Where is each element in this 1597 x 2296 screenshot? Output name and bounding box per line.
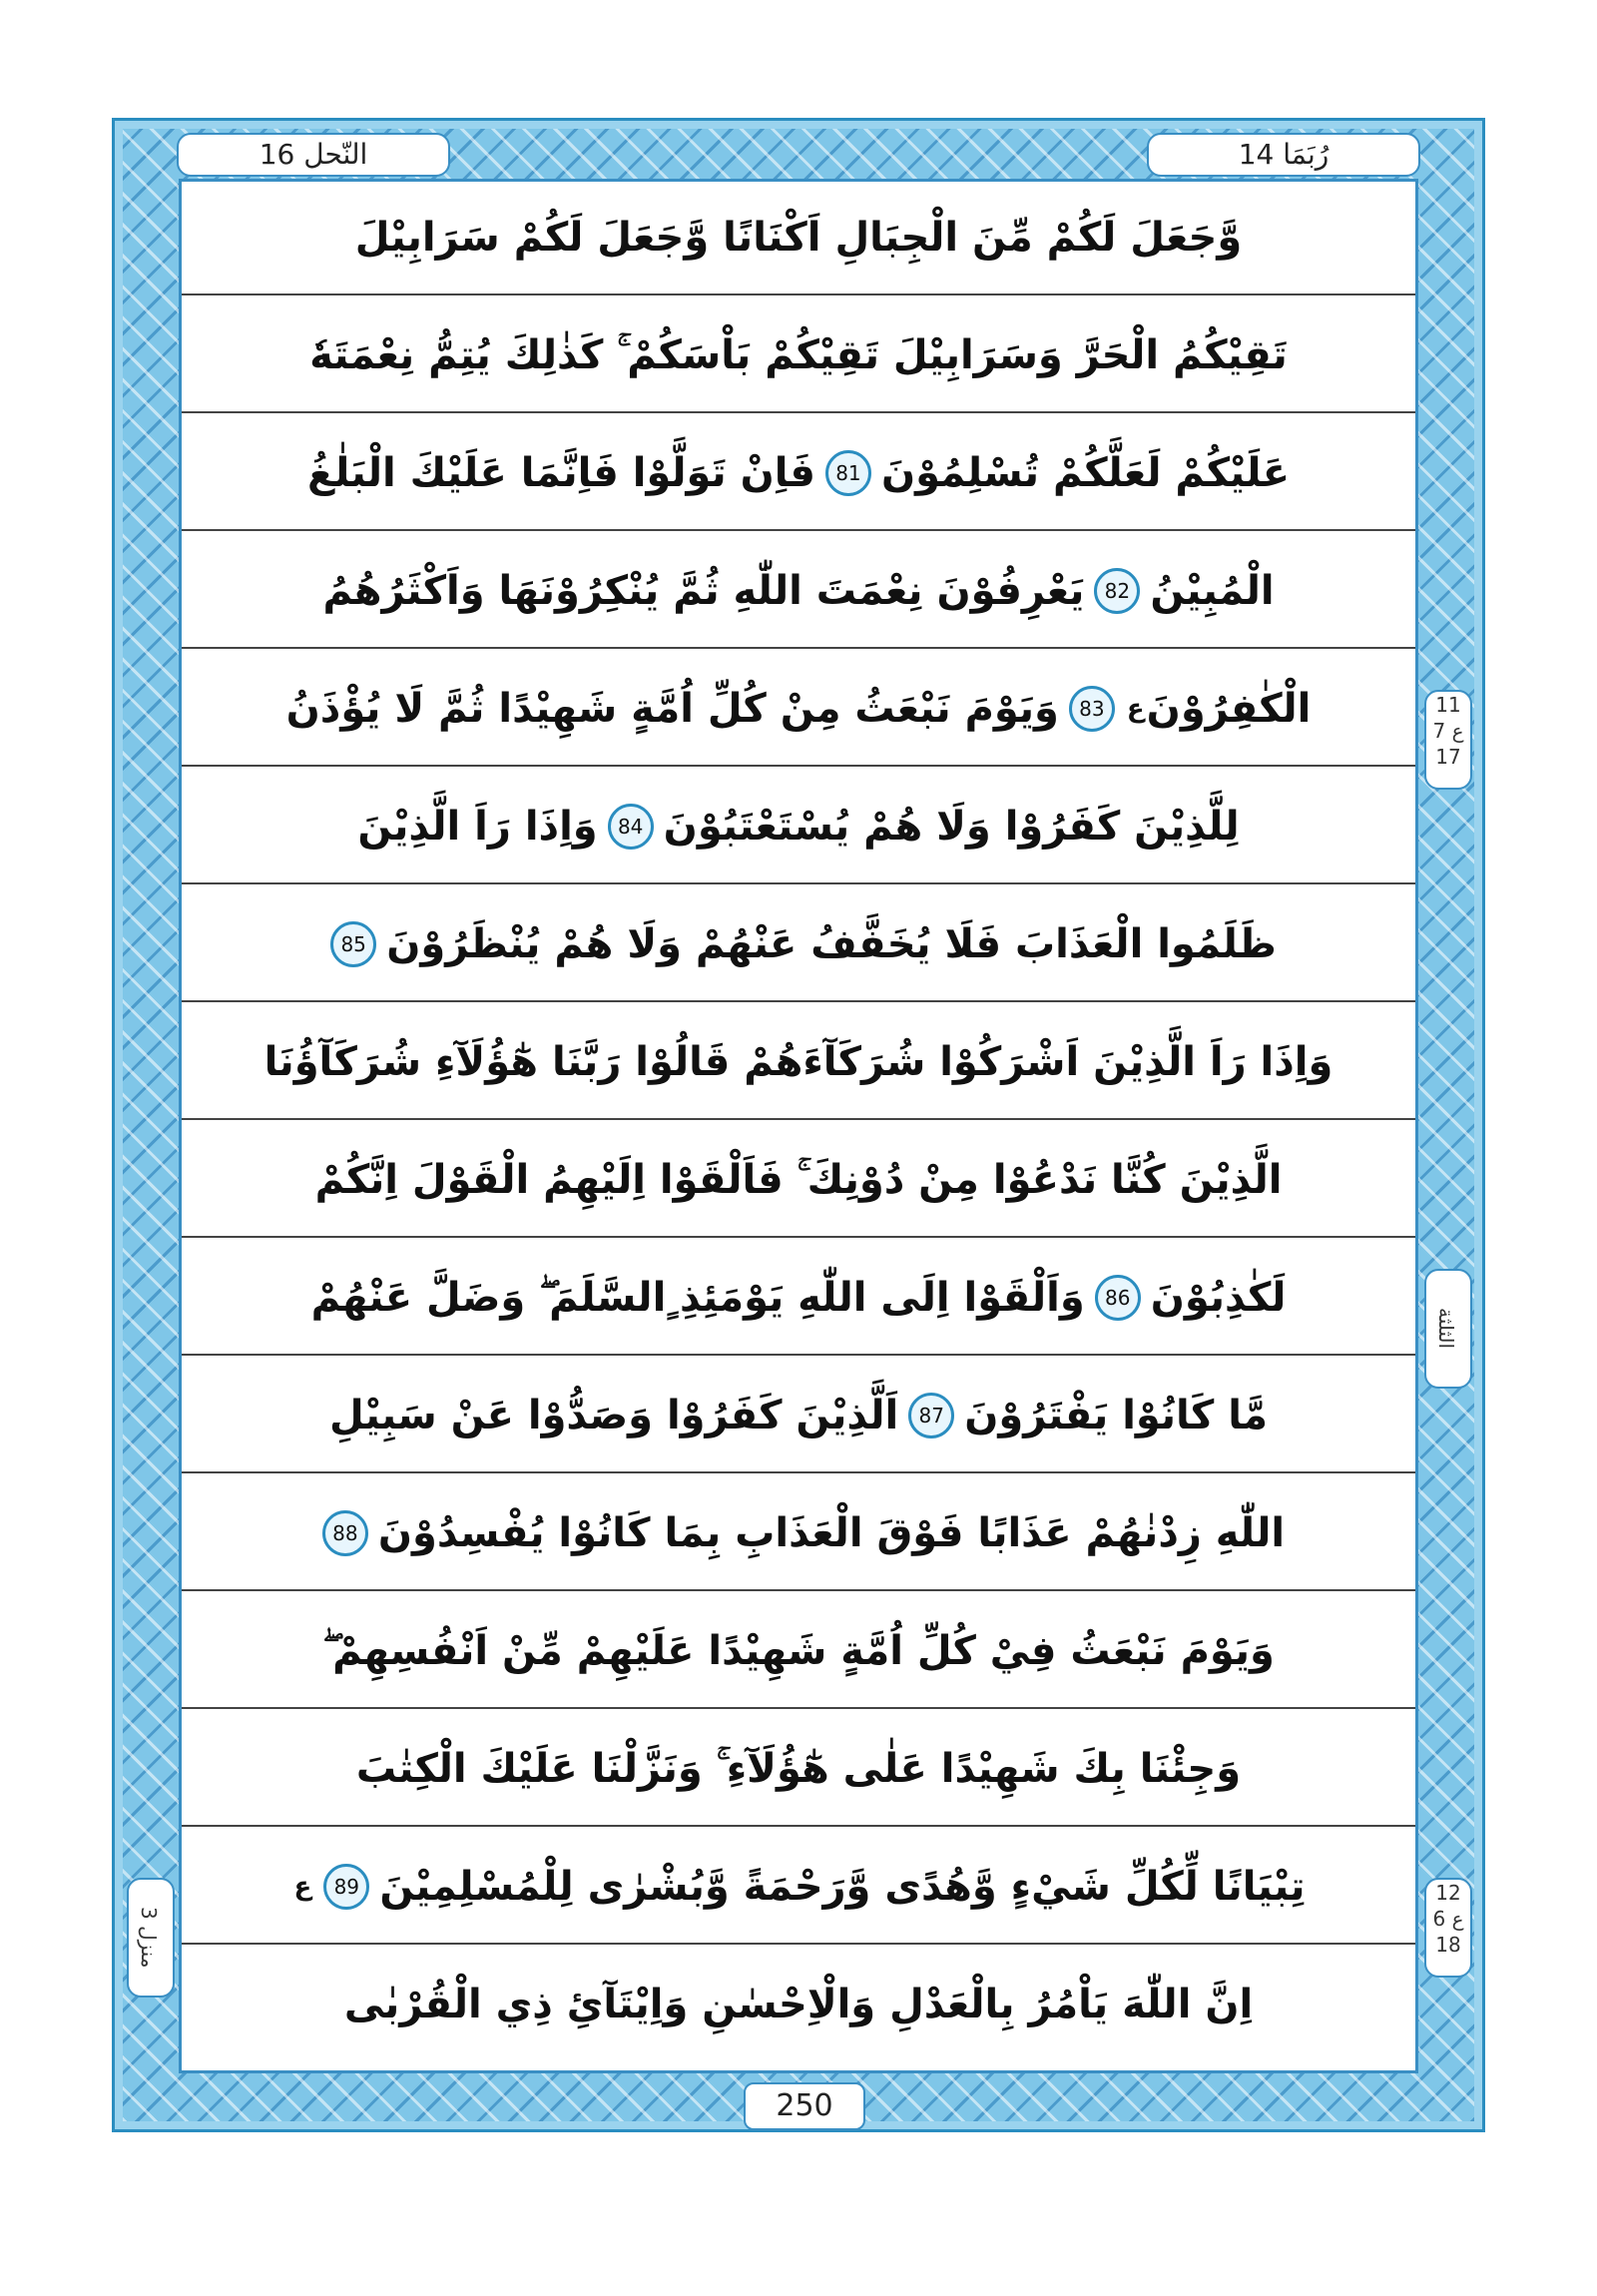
ayah-marker-87: 87 (908, 1393, 954, 1438)
verse-line-4: الْمُبِيْنُ 82 يَعْرِفُوْنَ نِعْمَتَ اللّٰهِ ثُمَّ يُنْكِرُوْنَهَا وَاَكْثَرُهُمُ (182, 535, 1415, 649)
verse-line-14: وَجِئْنَا بِكَ شَهِيْدًا عَلٰى هٰٓؤُلَآءِ ۚ وَنَزَّلْنَا عَلَيْكَ الْكِتٰبَ (182, 1713, 1415, 1827)
ayah-marker-83: 83 (1069, 686, 1115, 732)
ayah-marker-85: 85 (330, 921, 376, 967)
verse-line-16: اِنَّ اللّٰهَ يَاْمُرُ بِالْعَدْلِ وَالْاِحْسٰنِ وَاِيْتَآئِ ذِي الْقُرْبٰى (343, 1982, 1254, 2027)
verse-line-15: تِبْيَانًا لِّكُلِّ شَيْءٍ وَّهُدًى وَّرَحْمَةً وَّبُشْرٰى لِلْمُسْلِمِيْنَ 89 ع (182, 1831, 1415, 1945)
verse-line-10: لَكٰذِبُوْنَ 86 وَاَلْقَوْا اِلَى اللّٰهِ يَوْمَئِذِ ٍالسَّلَمَ ۖ وَضَلَّ عَنْهُمْ (182, 1242, 1415, 1356)
verse-line-1: وَّجَعَلَ لَكُمْ مِّنَ الْجِبَالِ اَكْنَانًا وَّجَعَلَ لَكُمْ سَرَابِيْلَ (182, 182, 1415, 295)
verse-line-5: الْكٰفِرُوْنَ ع 83 وَيَوْمَ نَبْعَثُ مِنْ كُلِّ اُمَّةٍ شَهِيْدًا ثُمَّ لَا يُؤْذَنُ (182, 653, 1415, 767)
verse-line-11: مَّا كَانُوْا يَفْتَرُوْنَ 87 اَلَّذِيْنَ كَفَرُوْا وَصَدُّوْا عَنْ سَبِيْلِ (182, 1360, 1415, 1473)
verse-line-8: وَاِذَا رَاَ الَّذِيْنَ اَشْرَكُوْا شُرَكَآءَهُمْ قَالُوْا رَبَّنَا هٰٓؤُلَآءِ شُرَكَآؤُنَا (182, 1006, 1415, 1120)
verse-line-7: ظَلَمُوا الْعَذَابَ فَلَا يُخَفَّفُ عَنْهُمْ وَلَا هُمْ يُنْظَرُوْنَ 85 (182, 888, 1415, 1002)
verse-line-9: الَّذِيْنَ كُنَّا نَدْعُوْا مِنْ دُوْنِكَ ۚ فَاَلْقَوْا اِلَيْهِمُ الْقَوْلَ اِنَّكُمْ (182, 1124, 1415, 1238)
ruku-marker-1: 11 ع 7 17 (1424, 690, 1472, 790)
manzil-marker: منزل 3 (127, 1878, 175, 1998)
ayah-marker-84: 84 (608, 804, 654, 850)
verse-line-3: عَلَيْكُمْ لَعَلَّكُمْ تُسْلِمُوْنَ 81 فَاِنْ تَوَلَّوْا فَاِنَّمَا عَلَيْكَ الْبَلٰغُ (182, 417, 1415, 531)
ayah-marker-88: 88 (322, 1510, 368, 1556)
verse-line-12: اللّٰهِ زِدْنٰهُمْ عَذَابًا فَوْقَ الْعَذَابِ بِمَا كَانُوْا يُفْسِدُوْنَ 88 (182, 1477, 1415, 1591)
surah-header: النّحل 16 (177, 133, 450, 177)
ayah-marker-82: 82 (1094, 568, 1140, 614)
page-number: 250 (744, 2082, 865, 2130)
ruku-marker-2: 12 ع 6 18 (1424, 1878, 1472, 1978)
ayah-marker-89: 89 (323, 1864, 369, 1910)
verse-line-6: لِلَّذِيْنَ كَفَرُوْا وَلَا هُمْ يُسْتَعْتَبُوْنَ 84 وَاِذَا رَاَ الَّذِيْنَ (182, 771, 1415, 884)
verse-line-13: وَيَوْمَ نَبْعَثُ فِيْ كُلِّ اُمَّةٍ شَهِيْدًا عَلَيْهِمْ مِّنْ اَنْفُسِهِمْ ۖ (182, 1595, 1415, 1709)
ruku-sign: ع (1126, 694, 1145, 724)
thumun-marker: الثلثة (1424, 1269, 1472, 1389)
ayah-marker-81: 81 (825, 450, 871, 496)
ruku-sign: ع (293, 1872, 312, 1902)
ayah-marker-86: 86 (1095, 1275, 1141, 1321)
verse-line-2: تَقِيْكُمُ الْحَرَّ وَسَرَابِيْلَ تَقِيْكُمْ بَاْسَكُمْ ۚ كَذٰلِكَ يُتِمُّ نِعْمَتَهٗ (182, 299, 1415, 413)
text-panel (179, 179, 1418, 2073)
page-border-frame (112, 118, 1485, 2132)
juz-header: رُبَمَا 14 (1147, 133, 1420, 177)
